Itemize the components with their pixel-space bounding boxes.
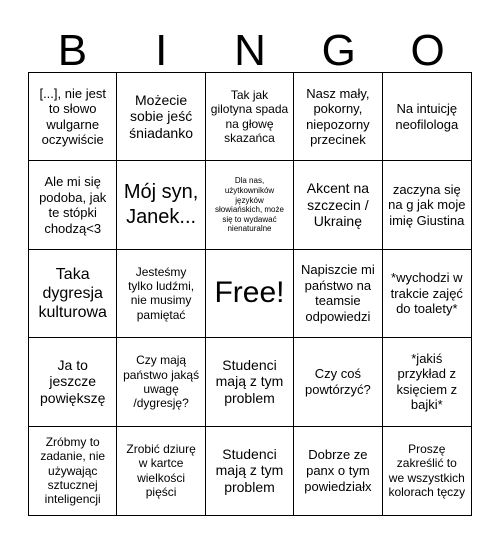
bingo-cell-r2c4[interactable] xyxy=(294,161,382,249)
bingo-cell-r3c2[interactable] xyxy=(117,250,205,338)
bingo-cell-r4c3[interactable] xyxy=(206,338,294,426)
bingo-cell-r5c2[interactable] xyxy=(117,427,205,515)
bingo-board xyxy=(28,72,472,516)
bingo-cell-r2c2[interactable] xyxy=(117,161,205,249)
cell-text: Proszę zakreślić to we wszystkich kolorach tęczy xyxy=(388,442,466,500)
cell-text: Ale mi się podoba, jak te stópki chodzą<3 xyxy=(39,173,107,236)
cell-text: Możecie sobie jeść śniadanko xyxy=(129,91,193,142)
bingo-cell-r3c1[interactable] xyxy=(29,250,117,338)
bingo-cell-r2c1[interactable] xyxy=(29,161,117,249)
cell-text: Nasz mały, pokorny, niepozorny przecinek xyxy=(306,85,370,148)
header-letter-o: O xyxy=(410,26,445,75)
header-letter-g: G xyxy=(321,26,356,75)
cell-text: zaczyna się na g jak moje imię Giustina xyxy=(388,181,466,228)
cell-text: Mój syn, Janek... xyxy=(123,181,199,229)
bingo-cell-r4c5[interactable] xyxy=(383,338,471,426)
bingo-cell-r5c3[interactable] xyxy=(206,427,294,515)
cell-text: Zrobić dziurę w kartce wielkości pięści xyxy=(126,442,196,500)
header-letter-n: N xyxy=(234,26,266,75)
cell-text: Tak jak gilotyna spada na głowę skazańca xyxy=(210,87,289,146)
bingo-free-cell[interactable] xyxy=(206,250,294,338)
bingo-cell-r4c2[interactable] xyxy=(117,338,205,426)
bingo-cell-r5c4[interactable] xyxy=(294,427,382,515)
cell-text: Czy coś powtórzyć? xyxy=(305,366,371,397)
cell-text: Free! xyxy=(214,276,285,310)
bingo-cell-r1c3[interactable] xyxy=(206,73,294,161)
bingo-cell-r5c5[interactable] xyxy=(383,427,471,515)
bingo-cell-r1c4[interactable] xyxy=(294,73,382,161)
cell-text: Jesteśmy tylko ludźmi, nie musimy pamiętać xyxy=(128,264,195,322)
bingo-cell-r2c3[interactable] xyxy=(206,161,294,249)
bingo-cell-r2c5[interactable] xyxy=(383,161,471,249)
header-letter-i: I xyxy=(155,26,168,75)
cell-text: [...], nie jest to słowo wulgarne oczywiście xyxy=(39,85,106,148)
bingo-cell-r4c1[interactable] xyxy=(29,338,117,426)
bingo-header xyxy=(28,28,472,74)
cell-text: Zróbmy to zadanie, nie używając sztucznej inteligencji xyxy=(40,434,106,507)
cell-text: Akcent na szczecin / Ukrainę xyxy=(306,179,370,230)
cell-text: Dla nas, użytkowników języków słowiańskich, może się to wydawać nienaturalne xyxy=(215,176,284,234)
bingo-cell-r1c5[interactable] xyxy=(383,73,471,161)
bingo-cell-r5c1[interactable] xyxy=(29,427,117,515)
cell-text: Taka dygresja kulturowa xyxy=(38,265,107,322)
bingo-cell-r3c5[interactable] xyxy=(383,250,471,338)
cell-text: Studenci mają z tym problem xyxy=(215,356,284,407)
cell-text: *wychodzi w trakcie zajęć do toalety* xyxy=(390,270,463,317)
cell-text: *jakiś przykład z księciem z bajki* xyxy=(396,350,458,413)
bingo-cell-r1c1[interactable] xyxy=(29,73,117,161)
cell-text: Studenci mają z tym problem xyxy=(215,445,284,496)
cell-text: Dobrze ze panx o tym powiedziałx xyxy=(304,447,372,494)
cell-text: Czy mają państwo jakąś uwagę /dygresję? xyxy=(123,353,200,411)
cell-text: Na intuicję neofilologa xyxy=(395,101,459,132)
bingo-cell-r1c2[interactable] xyxy=(117,73,205,161)
cell-text: Napiszcie mi państwo na teamsie odpowiedzi xyxy=(301,262,375,325)
bingo-cell-r4c4[interactable] xyxy=(294,338,382,426)
cell-text: Ja to jeszcze powiększę xyxy=(40,356,106,407)
header-letter-b: B xyxy=(57,26,88,75)
bingo-cell-r3c4[interactable] xyxy=(294,250,382,338)
